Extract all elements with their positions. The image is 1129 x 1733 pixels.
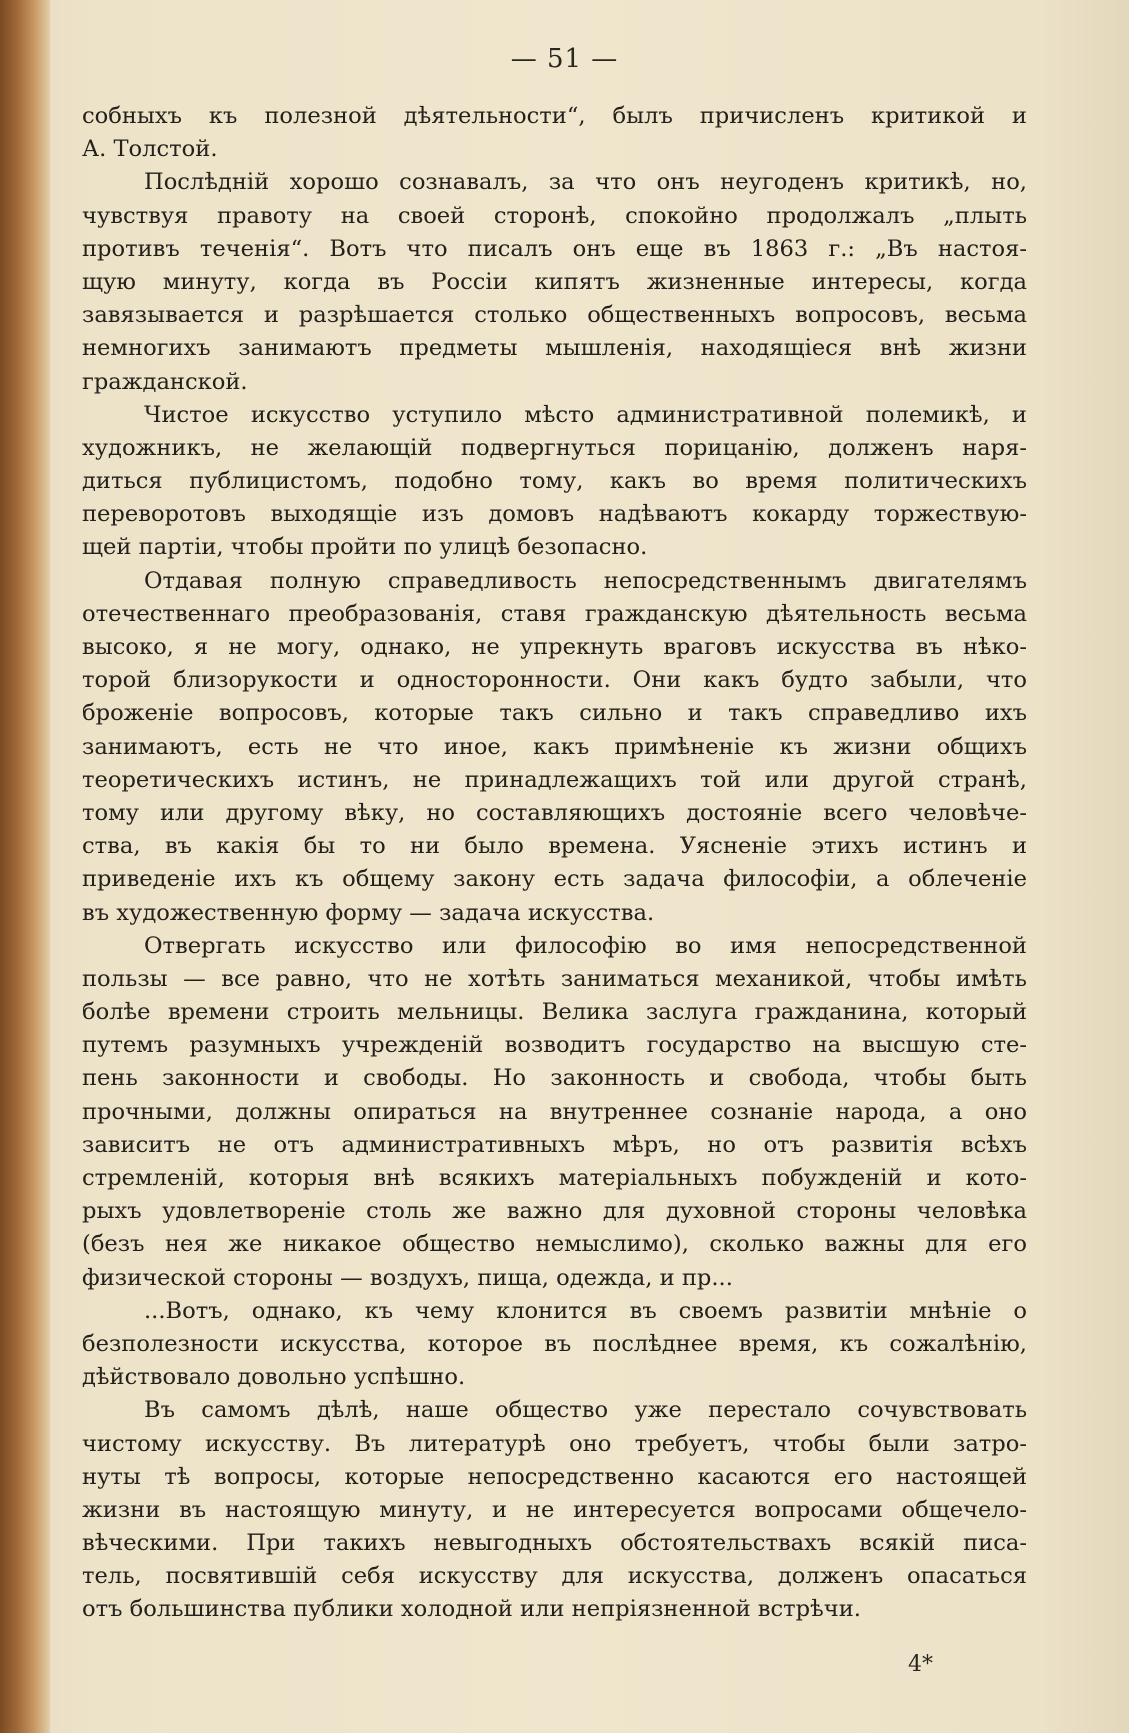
text-line: щей партіи, чтобы пройти по улицѣ безопасно.: [82, 534, 648, 561]
printer-signature-mark: 4*: [908, 1652, 933, 1677]
text-line: безполезности искусства, которое въ послѣднее время, къ сожалѣнію,: [82, 1330, 1027, 1357]
text-line: Въ самомъ дѣлѣ, наше общество уже перестало сочувствовать: [144, 1397, 1027, 1424]
text-line: зависитъ не отъ административныхъ мѣръ, но отъ развитія всѣхъ: [82, 1131, 1027, 1158]
text-line: стремленій, которыя внѣ всякихъ матеріальныхъ побужденій и кото-: [82, 1165, 1027, 1191]
paragraph: [82, 1394, 1027, 1626]
text-line: переворотовъ выходящіе изъ домовъ надѣваютъ кокарду торжествую-: [82, 501, 1027, 528]
text-line: броженіе вопросовъ, которые такъ сильно и такъ справедливо ихъ: [82, 700, 1027, 727]
text-line: диться публицистомъ, подобно тому, какъ во время политическихъ: [82, 468, 1027, 495]
text-line: тель, посвятившій себя искусству для искусства, долженъ опасаться: [82, 1563, 1027, 1590]
text-line: противъ теченія“. Вотъ что писалъ онъ еще въ 1863 г.: „Въ настоя-: [82, 235, 1027, 262]
body-text: [82, 100, 1027, 1627]
text-line: Отдавая полную справедливость непосредственнымъ двигателямъ: [144, 567, 1027, 594]
text-line: чистому искусству. Въ литературѣ оно требуетъ, чтобы были затро-: [82, 1430, 1027, 1457]
text-line: вѣческими. При такихъ невыгодныхъ обстоятельствахъ всякій писа-: [82, 1530, 1027, 1557]
text-line: болѣе времени строить мельницы. Велика заслуга гражданина, который: [82, 999, 1027, 1026]
paragraph: [82, 100, 1027, 166]
text-line: теоретическихъ истинъ, не принадлежащихъ той или другой странѣ,: [82, 766, 1027, 793]
text-line: немногихъ занимаютъ предметы мышленія, находящіеся внѣ жизни: [82, 335, 1027, 362]
text-line: художникъ, не желающій подвергнуться порицанію, долженъ наря-: [82, 434, 1027, 461]
text-line: дѣйствовало довольно успѣшно.: [82, 1364, 466, 1391]
text-line: торой близорукости и односторонности. Они какъ будто забыли, что: [82, 667, 1027, 694]
text-line: пень законности и свободы. Но законность и свобода, чтобы быть: [82, 1065, 1027, 1092]
text-line: физической стороны — воздухъ, пища, одежда, и пр...: [82, 1264, 733, 1291]
text-line: высоко, я не могу, однако, не упрекнуть враговъ искусства въ нѣко-: [82, 634, 1027, 660]
text-line: приведеніе ихъ къ общему закону есть задача философіи, а облеченіе: [82, 866, 1027, 893]
text-line: рыхъ удовлетвореніе столь же важно для духовной стороны человѣка: [82, 1198, 1027, 1225]
text-line: отечественнаго преобразованія, ставя гражданскую дѣятельность весьма: [82, 600, 1027, 627]
text-line: Отвергать искусство или философію во имя непосредственной: [144, 932, 1027, 959]
paragraph: [82, 1295, 1027, 1395]
text-line: А. Толстой.: [82, 136, 218, 163]
text-line: занимаютъ, есть не что иное, какъ примѣненіе къ жизни общихъ: [82, 733, 1027, 760]
text-line: отъ большинства публики холодной или непріязненной встрѣчи.: [82, 1596, 861, 1623]
page-number: — 51 —: [510, 44, 619, 74]
text-line: гражданской.: [82, 368, 248, 395]
text-line: въ художественную форму — задача искусства.: [82, 899, 655, 926]
text-line: (безъ нея же никакое общество немыслимо), сколько важны для его: [82, 1231, 1027, 1258]
text-line: путемъ разумныхъ учрежденій возводитъ государство на высшую сте-: [82, 1032, 1027, 1059]
text-line: щую минуту, когда въ Россіи кипятъ жизненные интересы, когда: [82, 268, 1027, 295]
paragraph: [82, 565, 1027, 930]
text-line: нуты тѣ вопросы, которые непосредственно касаются его настоящей: [82, 1463, 1027, 1490]
text-line: ...Вотъ, однако, къ чему клонится въ своемъ развитіи мнѣніе о: [144, 1297, 1027, 1324]
paragraph: [82, 930, 1027, 1295]
text-line: пользы — все равно, что не хотѣть заниматься механикой, чтобы имѣть: [82, 965, 1027, 992]
text-line: Послѣдній хорошо сознавалъ, за что онъ неугоденъ критикѣ, но,: [144, 169, 1027, 196]
paragraph: [82, 166, 1027, 398]
text-line: чувствуя правоту на своей сторонѣ, спокойно продолжалъ „плыть: [82, 202, 1027, 229]
book-binding-edge: [0, 0, 50, 1733]
paragraph: [82, 399, 1027, 565]
text-line: прочными, должны опираться на внутреннее сознаніе народа, а оно: [82, 1098, 1027, 1125]
text-line: завязывается и разрѣшается столько общественныхъ вопросовъ, весьма: [82, 302, 1027, 329]
text-line: жизни въ настоящую минуту, и не интересуется вопросами общечело-: [82, 1496, 1027, 1523]
text-line: собныхъ къ полезной дѣятельности“, былъ причисленъ критикой и: [82, 103, 1027, 129]
text-line: тому или другому вѣку, но составляющихъ достояніе всего человѣче-: [82, 799, 1027, 826]
text-line: ства, въ какія бы то ни было времена. Уясненіе этихъ истинъ и: [82, 833, 1027, 860]
text-line: Чистое искусство уступило мѣсто административной полемикѣ, и: [144, 401, 1027, 428]
